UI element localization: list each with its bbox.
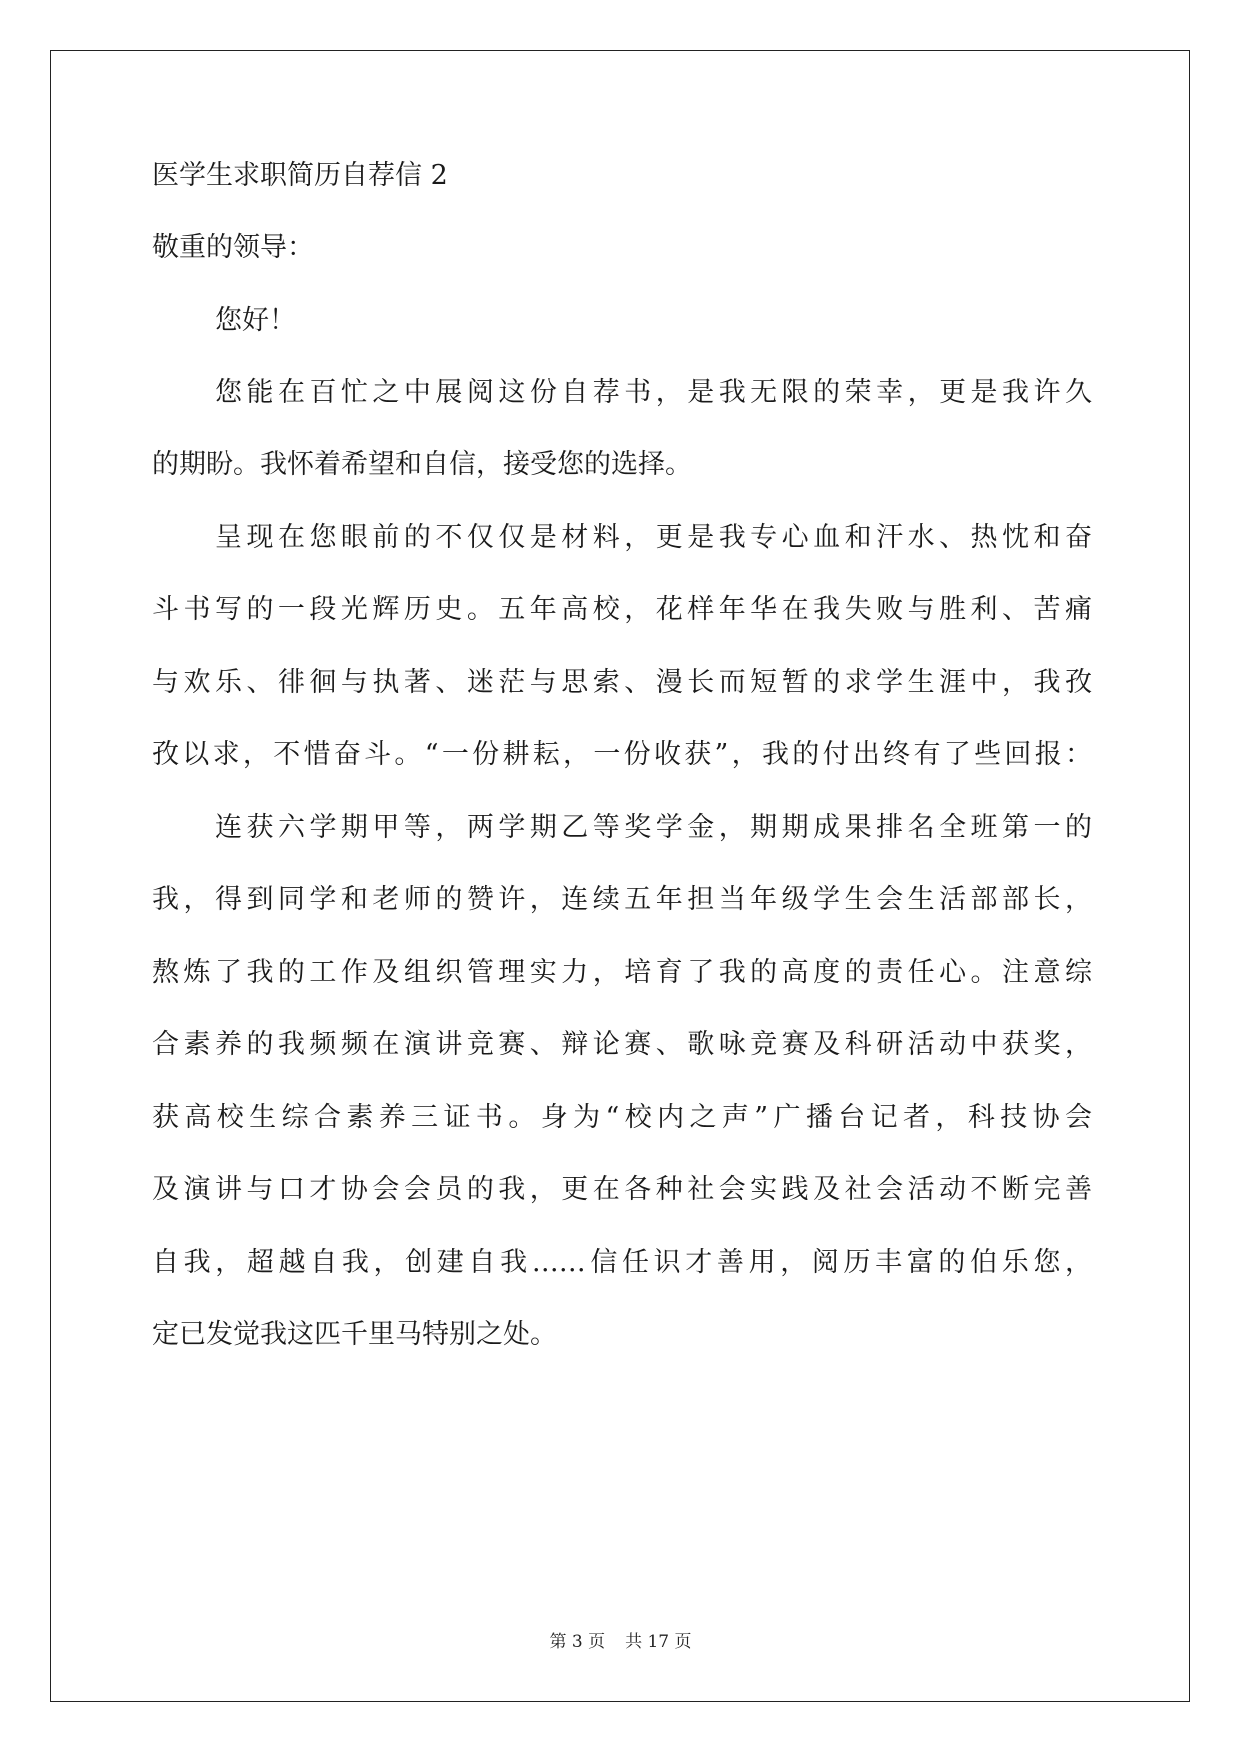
- text-line: 合素养的我频频在演讲竞赛、辩论赛、歌咏竞赛及科研活动中获奖，: [152, 1029, 1092, 1060]
- text-line: 连获六学期甲等，两学期乙等奖学金，期期成果排名全班第一的: [215, 812, 1092, 843]
- text-line: 孜以求，不惜奋斗。“一份耕耘，一份收获”，我的付出终有了些回报：: [152, 739, 1092, 770]
- text-line: 熬炼了我的工作及组织管理实力，培育了我的高度的责任心。注意综: [152, 957, 1092, 988]
- document-title: 医学生求职简历自荐信 2: [152, 160, 448, 191]
- text-line: 自我，超越自我，创建自我……信任识才善用，阅历丰富的伯乐您，: [152, 1247, 1092, 1278]
- page-border: [50, 50, 1190, 1702]
- text-line: 您能在百忙之中展阅这份自荐书，是我无限的荣幸，更是我许久: [215, 377, 1092, 408]
- text-line: 的期盼。我怀着希望和自信，接受您的选择。: [152, 449, 692, 480]
- text-line: 获高校生综合素养三证书。身为“校内之声”广播台记者，科技协会: [152, 1102, 1092, 1133]
- text-line: 呈现在您眼前的不仅仅是材料，更是我专心血和汗水、热忱和奋: [215, 522, 1092, 553]
- text-line: 我，得到同学和老师的赞许，连续五年担当年级学生会生活部部长，: [152, 884, 1092, 915]
- salutation: 敬重的领导：: [152, 232, 314, 263]
- text-line: 及演讲与口才协会会员的我，更在各种社会实践及社会活动不断完善: [152, 1174, 1092, 1205]
- page-footer: [0, 1627, 1241, 1652]
- greeting: 您好！: [215, 305, 296, 336]
- page-number: 第 3 页: [549, 1632, 606, 1652]
- page-total: 共 17 页: [625, 1632, 692, 1652]
- text-line: 与欢乐、徘徊与执著、迷茫与思索、漫长而短暂的求学生涯中，我孜: [152, 667, 1092, 698]
- text-line: 定已发觉我这匹千里马特别之处。: [152, 1319, 557, 1350]
- text-line: 斗书写的一段光辉历史。五年高校，花样年华在我失败与胜利、苦痛: [152, 594, 1092, 625]
